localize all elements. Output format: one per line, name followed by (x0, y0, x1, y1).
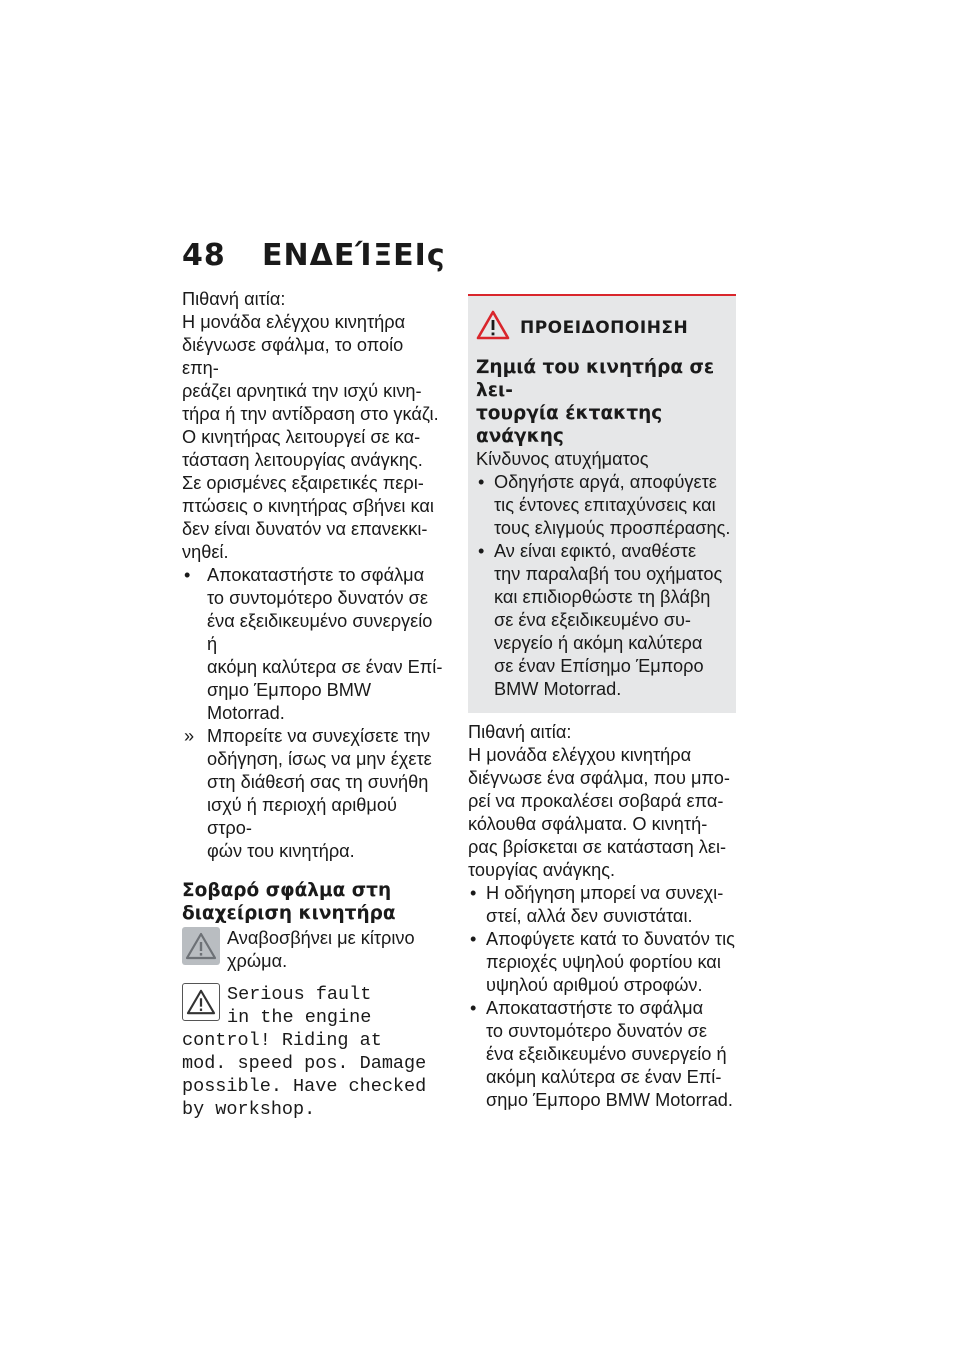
text-line: τήρα ή την αντίδραση στο γκάζι. (182, 404, 439, 424)
left-column (182, 288, 444, 1121)
action-list (182, 564, 444, 863)
page-header (182, 238, 446, 273)
text-line: φών του κινητήρα. (207, 841, 355, 861)
text-line: Αν είναι εφικτό, αναθέστε (494, 541, 697, 561)
indicator-row (182, 927, 444, 973)
text-line: κόλουθα σφάλματα. Ο κινητή- (468, 814, 708, 834)
bullet-mark: • (470, 998, 477, 1018)
text-line: ακόμη καλύτερα σε έναν Επί- (486, 1067, 722, 1087)
text-line: τουργίας ανάγκης. (468, 860, 616, 880)
text-line: διέγνωσε σφάλμα, το οποίο επη- (182, 335, 404, 378)
warning-list (476, 471, 736, 701)
text-line: ρας βρίσκεται σε κατάσταση λει- (468, 837, 727, 857)
display-line: Serious fault (227, 984, 372, 1005)
text-line: Ο κινητήρας λειτουργεί σε κα- (182, 427, 421, 447)
display-line: in the engine (227, 1007, 372, 1028)
warning-light-icon (182, 927, 220, 965)
bullet-mark: • (478, 472, 485, 492)
list-item (182, 725, 444, 863)
text-line: Αποκαταστήστε το σφάλμα (486, 998, 704, 1018)
result-arrow-mark: » (184, 726, 195, 746)
warning-box (468, 294, 736, 713)
text-line: ρεάζει αρνητικά την ισχύ κινη- (182, 381, 422, 401)
bullet-mark: • (470, 883, 477, 903)
text-line: στη διάθεσή σας τη συνήθη (207, 772, 429, 792)
list-item (468, 997, 736, 1112)
page-title: ΕΝΔΕΊΞΕΙς (262, 238, 446, 273)
text-line: οδήγηση, ίσως να μην έχετε (207, 749, 432, 769)
list-item (476, 540, 736, 701)
display-message (182, 983, 444, 1121)
text-line: Σοβαρό σφάλμα στη (182, 880, 392, 901)
text-line: Η μονάδα ελέγχου κινητήρα (182, 312, 406, 332)
warning-label: ΠΡΟΕΙΔΟΠΟΙΗΣΗ (520, 318, 689, 338)
list-item (476, 471, 736, 540)
text-line: ένα εξειδικευμένο συνεργείο ή (207, 611, 433, 654)
warning-title (476, 356, 736, 448)
display-line: control! Riding at (182, 1030, 382, 1051)
bullet-mark: • (478, 541, 485, 561)
bullet-mark: • (184, 565, 191, 585)
text-line: διέγνωσε ένα σφάλμα, που μπο- (468, 768, 730, 788)
cause-label: Πιθανή αιτία: (182, 289, 286, 309)
section-title (182, 879, 444, 925)
warning-subtitle: Κίνδυνος ατυχήματος (476, 449, 649, 469)
text-line: Η οδήγηση μπορεί να συνεχι- (486, 883, 724, 903)
action-list (468, 882, 736, 1112)
text-line: και επιδιορθώστε τη βλάβη (494, 587, 711, 607)
text-line: τάσταση λειτουργίας ανάγκης. (182, 450, 423, 470)
text-line: διαχείριση κινητήρα (182, 903, 396, 924)
text-line: τις έντονες επιταχύνσεις και (494, 495, 716, 515)
bullet-mark: • (470, 929, 477, 949)
text-line: ισχύ ή περιοχή αριθμού στρο- (207, 795, 397, 838)
display-line: mod. speed pos. Damage (182, 1053, 427, 1074)
text-line: νηθεί. (182, 542, 229, 562)
text-line: τους ελιγμούς προσπέρασης. (494, 518, 731, 538)
text-line: υψηλού αριθμού στροφών. (486, 975, 703, 995)
text-line: σημο Έμπορο BMW Motorrad. (207, 680, 372, 723)
text-line: περιοχές υψηλού φορτίου και (486, 952, 721, 972)
cause-text (468, 744, 736, 882)
text-line: Αναβοσβήνει με κίτρινο (227, 928, 415, 948)
text-line: σε ένα εξειδικευμένο συ- (494, 610, 691, 630)
list-item (468, 928, 736, 997)
display-line: by workshop. (182, 1099, 316, 1120)
cause-text (182, 311, 444, 564)
text-line: πτώσεις ο κινητήρας σβήνει και (182, 496, 434, 516)
page-number: 48 (182, 238, 226, 273)
text-line: το συντομότερο δυνατόν σε (486, 1021, 708, 1041)
text-line: τουργία έκτακτης ανάγκης (476, 403, 663, 447)
text-line: Μπορείτε να συνεχίσετε την (207, 726, 431, 746)
text-line: σημο Έμπορο BMW Motorrad. (486, 1090, 733, 1110)
indicator-text (227, 927, 444, 973)
text-line: Ζημιά του κινητήρα σε λει- (476, 357, 715, 401)
text-line: Αποκαταστήστε το σφάλμα (207, 565, 425, 585)
text-line: ρεί να προκαλέσει σοβαρά επα- (468, 791, 724, 811)
text-line: Αποφύγετε κατά το δυνατόν τις (486, 929, 735, 949)
right-column (468, 294, 736, 1112)
warning-triangle-icon (182, 983, 220, 1021)
warning-header (476, 310, 736, 346)
cause-label: Πιθανή αιτία: (468, 722, 572, 742)
text-line: Οδηγήστε αργά, αποφύγετε (494, 472, 717, 492)
text-line: χρώμα. (227, 951, 288, 971)
text-line: την παραλαβή του οχήματος (494, 564, 723, 584)
list-item (468, 882, 736, 928)
text-line: Η μονάδα ελέγχου κινητήρα (468, 745, 692, 765)
warning-triangle-icon (476, 310, 510, 346)
text-line: σε έναν Επίσημο Έμπορο (494, 656, 704, 676)
text-line: δεν είναι δυνατόν να επανεκκι- (182, 519, 428, 539)
text-line: ακόμη καλύτερα σε έναν Επί- (207, 657, 443, 677)
display-line: possible. Have checked (182, 1076, 427, 1097)
list-item (182, 564, 444, 725)
text-line: το συντομότερο δυνατόν σε (207, 588, 429, 608)
text-line: ένα εξειδικευμένο συνεργείο ή (486, 1044, 727, 1064)
text-line: BMW Motorrad. (494, 679, 622, 699)
text-line: νεργείο ή ακόμη καλύτερα (494, 633, 703, 653)
text-line: στεί, αλλά δεν συνιστάται. (486, 906, 693, 926)
text-line: Σε ορισμένες εξαιρετικές περι- (182, 473, 424, 493)
right-cause-section (468, 721, 736, 1112)
